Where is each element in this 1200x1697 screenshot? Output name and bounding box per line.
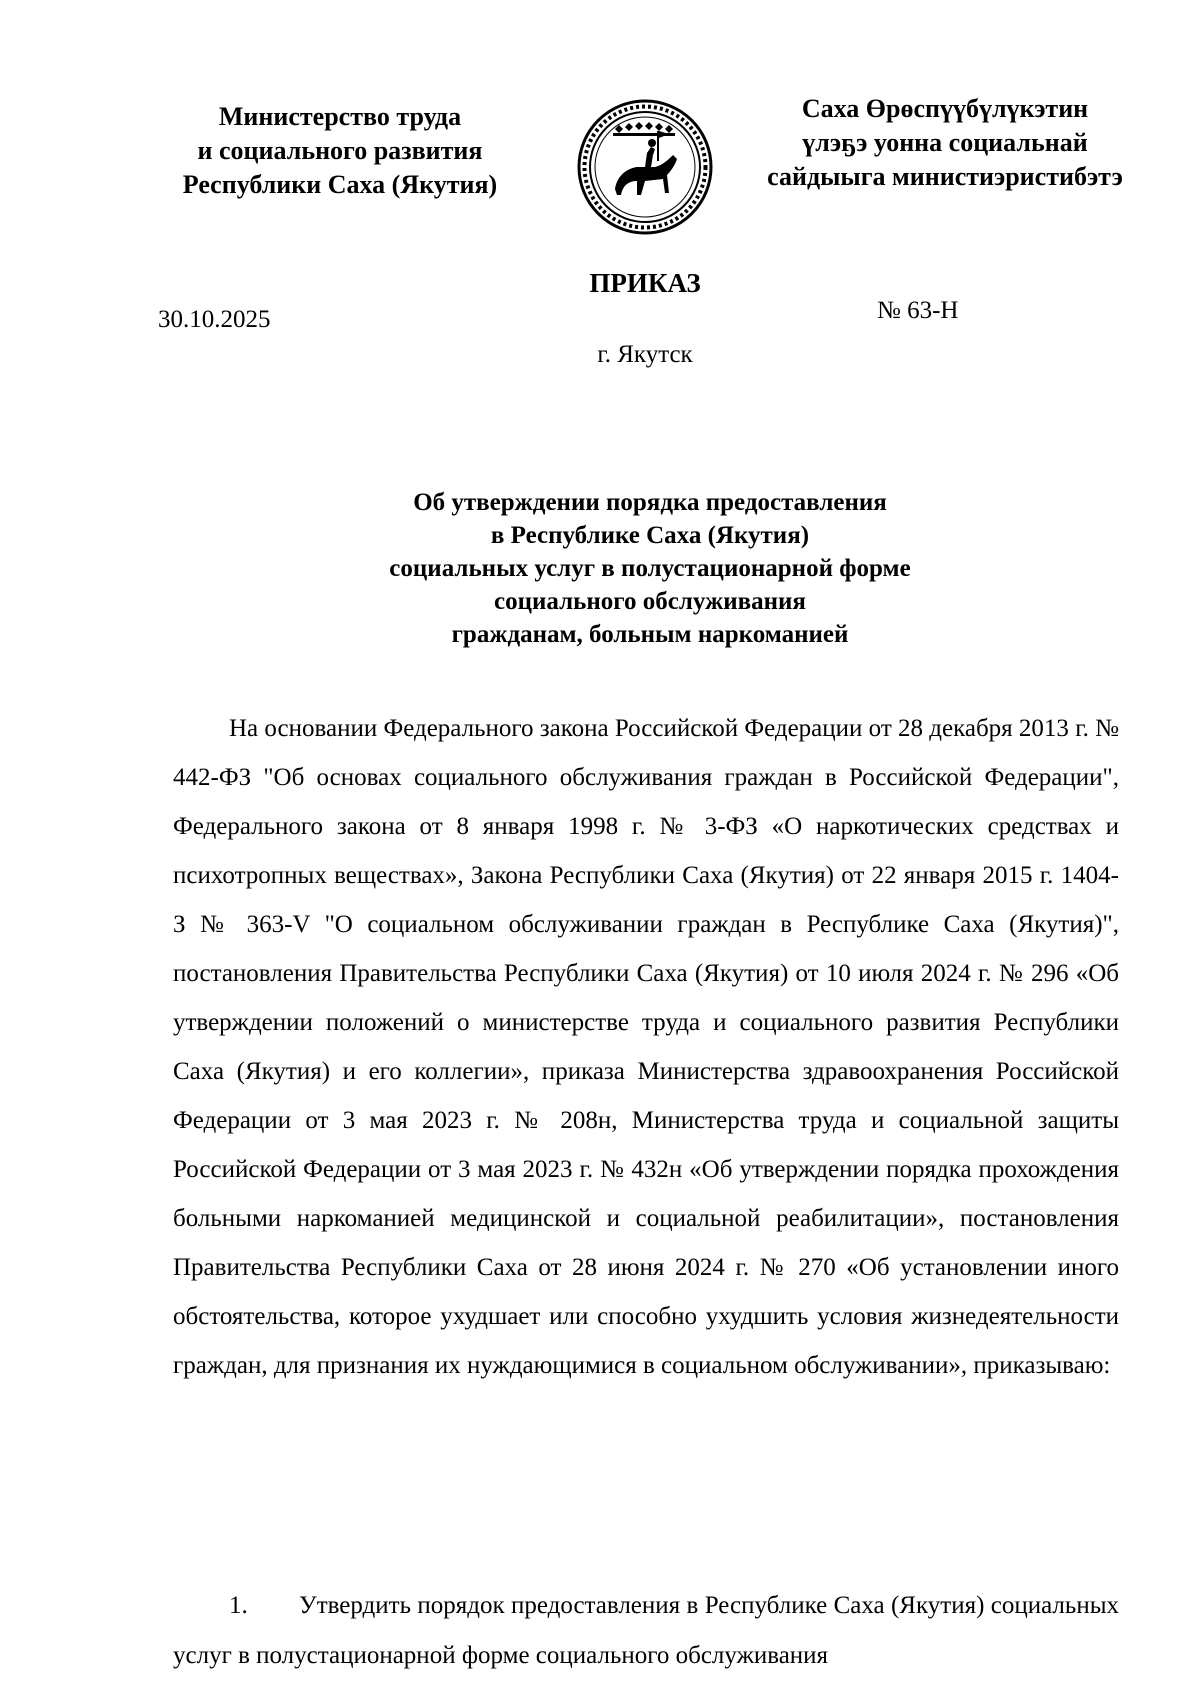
ministry-name-russian (150, 100, 530, 202)
ministry-name-line: и социального развития (197, 136, 483, 165)
document-title-line: в Республике Саха (Якутия) (490, 522, 810, 549)
sakha-coat-of-arms-icon (575, 97, 715, 237)
document-title-line: социального обслуживания (494, 588, 806, 615)
ministry-name-line: Республики Саха (Якутия) (182, 170, 498, 199)
document-title-line: гражданам, больным наркоманией (451, 621, 849, 648)
preamble-paragraph: На основании Федерального закона Российской Федерации от 28 декабря 2013 г. № 442-ФЗ "Об основах социального обслуживания граждан в Российской Федерации", Федерального закона от 8 января 1998 г. № 3-ФЗ «О наркотических средствах и психотропных веществах», Закона Республики Саха (Якутия) от 22 января 2015 г. 1404-З № 363-V "О социальном обслуживании граждан в Республике Саха (Якутия)", постановления Правительства Республики Саха (Якутия) от 10 июля 2024 г. № 296 «Об утверждении положений о министерстве труда и социального развития Республики Саха (Якутия) и его коллегии», приказа Министерства здравоохранения Российской Федерации от 3 мая 2023 г. № 208н, Министерства труда и социальной защиты Российской Федерации от 3 мая 2023 г. № 432н «Об утверждении порядка прохождения больными наркоманией медицинской и социальной реабилитации», постановления Правительства Республики Саха от 28 июня 2024 г. № 270 «Об установлении иного обстоятельства, которое ухудшает или способно ухудшить условия жизнедеятельности граждан, для признания их нуждающимися в социальном обслуживании», приказываю: (173, 715, 1119, 1379)
ministry-name-line: Саха Өрөспүүбүлүкэтин (801, 94, 1089, 123)
order-number: № 63-Н (877, 297, 959, 324)
ministry-name-line: Министерство труда (218, 102, 462, 131)
ministry-name-line: үлэҕэ уонна социальнай (802, 128, 1088, 157)
order-item-number: 1. (229, 1592, 248, 1619)
ministry-name-line: сайдыыга министиэристибэтэ (767, 162, 1123, 191)
order-item-text: Утвердить порядок предоставления в Республике Саха (Якутия) социальных услуг в полустационарной форме социального обслуживания (173, 1592, 1119, 1669)
order-date: 30.10.2025 (158, 306, 271, 333)
order-item (173, 1581, 1119, 1681)
document-title (300, 486, 1000, 651)
ministry-name-yakut (745, 92, 1145, 194)
document-title-line: Об утверждении порядка предоставления (413, 489, 887, 516)
order-city: г. Якутск (597, 341, 693, 368)
document-title-line: социальных услуг в полустационарной форме (389, 555, 911, 582)
order-title: ПРИКАЗ (589, 268, 701, 298)
